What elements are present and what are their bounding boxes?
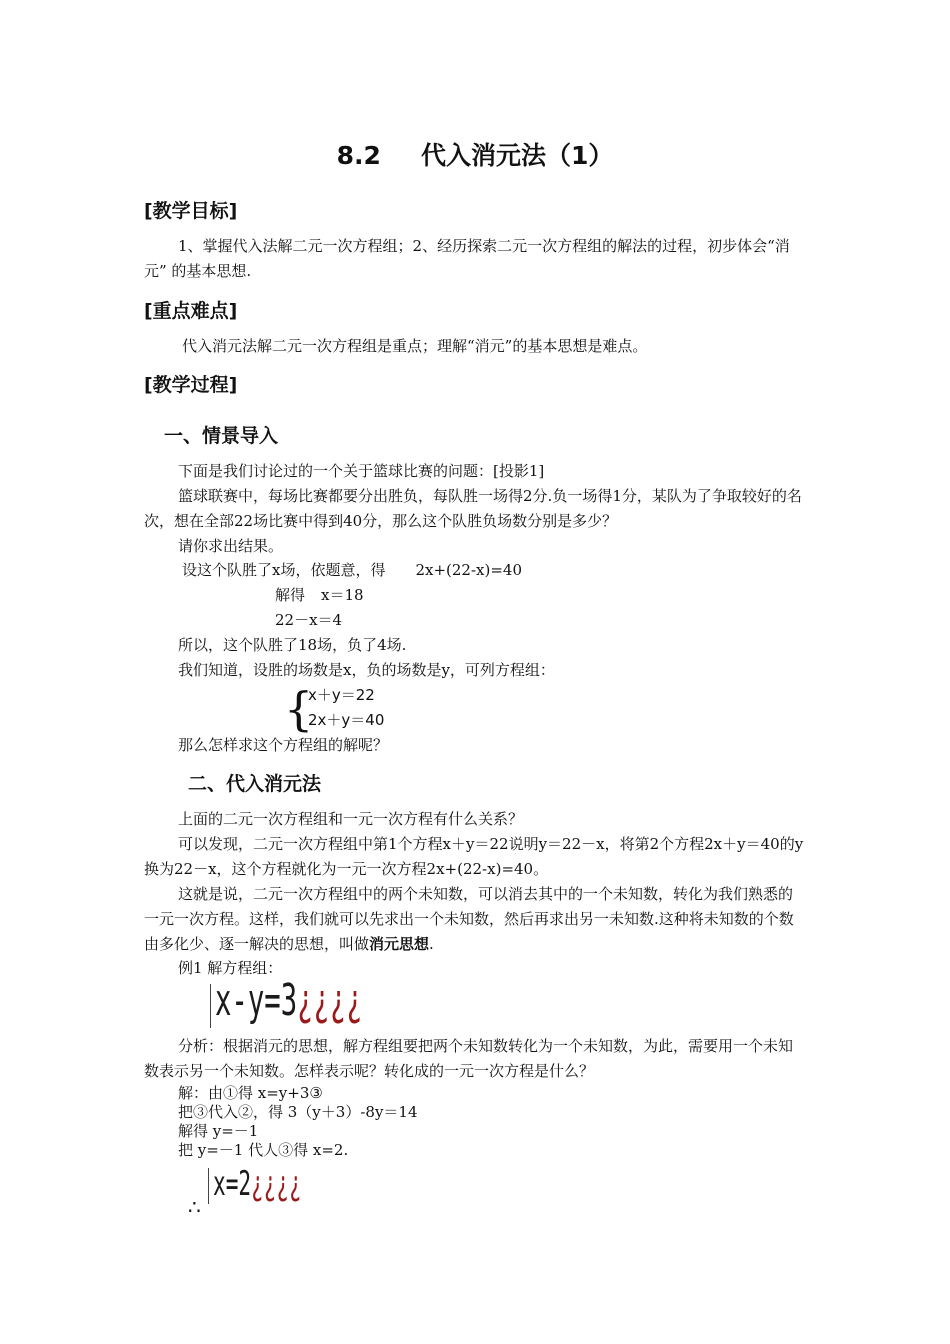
section1-conclusion: 所以，这个队胜了18场，负了4场. bbox=[178, 636, 407, 654]
heading-objectives: [教学目标] bbox=[144, 200, 238, 222]
example-label: 例1 解方程组： bbox=[178, 959, 283, 977]
analysis: 分析：根据消元的思想，解方程组要把两个未知数转化为一个未知数，为此，需要用一个未知数表示另一个未知数。怎样表示呢？转化成的一元一次方程是什么？ bbox=[144, 1037, 794, 1080]
answer-equation bbox=[213, 1164, 302, 1204]
title-number: 8.2 bbox=[336, 141, 381, 170]
section1-intro: 下面是我们讨论过的一个关于篮球比赛的问题：[投影1] bbox=[178, 462, 545, 480]
answer-brace-bar bbox=[208, 1168, 209, 1204]
solution-line-1: 解：由①得 x=y+3③ bbox=[178, 1084, 323, 1102]
solution-line-4: 把 y=－1 代人③得 x=2. bbox=[178, 1141, 349, 1159]
therefore-symbol: ∴ bbox=[188, 1195, 201, 1219]
example-equation bbox=[215, 976, 363, 1026]
key-points-text: 代入消元法解二元一次方程组是重点；理解“消元”的基本思想是难点。 bbox=[182, 337, 648, 355]
elimination-idea: 消元思想 bbox=[369, 935, 430, 953]
answer-garbled: ¿¿¿¿ bbox=[251, 1164, 302, 1204]
setup-equation: 2x+(22-x)=40 bbox=[415, 561, 523, 579]
section2-p2 bbox=[144, 882, 806, 957]
p2-text: 这就是说，二元一次方程组中的两个未知数，可以消去其中的一个未知数，转化为我们熟悉的一元一次方程。这样，我们就可以先求出一个未知数，然后再求出另一未知数.这种将未知数的个数由多化少、逐一解决的思想，叫做 bbox=[144, 885, 794, 953]
page-title bbox=[0, 136, 950, 172]
example-eq-text: x-y=3 bbox=[215, 975, 298, 1026]
solution-line-2: 把③代入②，得 3（y＋3）-8y＝14 bbox=[178, 1103, 418, 1121]
heading-process: [教学过程] bbox=[144, 374, 238, 396]
solution-line-3: 解得 y=－1 bbox=[178, 1122, 259, 1140]
p2-end: . bbox=[429, 935, 434, 953]
system-brace: { bbox=[284, 682, 314, 736]
section1-title: 一、情景导入 bbox=[164, 425, 279, 447]
solve-x: x＝18 bbox=[321, 586, 364, 604]
section2-p1: 可以发现，二元一次方程组中第1个方程x＋y＝22说明y＝22－x，将第2个方程2x＋y＝40的y换为22－x，这个方程就化为一元一次方程2x+(22-x)=40。 bbox=[144, 835, 804, 878]
section2-title: 二、代入消元法 bbox=[188, 773, 322, 795]
objectives-text: 1、掌握代入法解二元一次方程组；2、经历探索二元一次方程组的解法的过程，初步体会“消元” 的基本思想. bbox=[144, 237, 790, 280]
solve-line bbox=[275, 584, 364, 605]
example-brace-bar bbox=[210, 984, 211, 1028]
section1-ask: 请你求出结果。 bbox=[178, 537, 284, 555]
title-text: 代入消元法（1） bbox=[420, 141, 614, 170]
answer-eq-text: x=2 bbox=[213, 1164, 252, 1204]
section1-system-intro: 我们知道，设胜的场数是x，负的场数是y，可列方程组： bbox=[178, 661, 555, 679]
section1-question: 那么怎样求这个方程组的解呢？ bbox=[178, 736, 389, 754]
section1-problem: 篮球联赛中，每场比赛都要分出胜负，每队胜一场得2分.负一场得1分，某队为了争取较好的名次，想在全部22场比赛中得到40分，那么这个队胜负场数分别是多少？ bbox=[144, 487, 802, 530]
section2-q1: 上面的二元一次方程组和一元一次方程有什么关系？ bbox=[178, 810, 524, 828]
example-garbled: ¿¿¿¿ bbox=[297, 975, 363, 1026]
system-eq2: 2x＋y＝40 bbox=[308, 711, 385, 729]
setup-text: 设这个队胜了x场，依题意，得 bbox=[182, 561, 386, 579]
system-eq1: x＋y＝22 bbox=[308, 686, 375, 704]
solve-label: 解得 bbox=[275, 586, 306, 604]
solve-loss: 22－x＝4 bbox=[275, 611, 343, 629]
heading-key-points: [重点难点] bbox=[144, 300, 238, 322]
section1-setup bbox=[182, 559, 522, 580]
